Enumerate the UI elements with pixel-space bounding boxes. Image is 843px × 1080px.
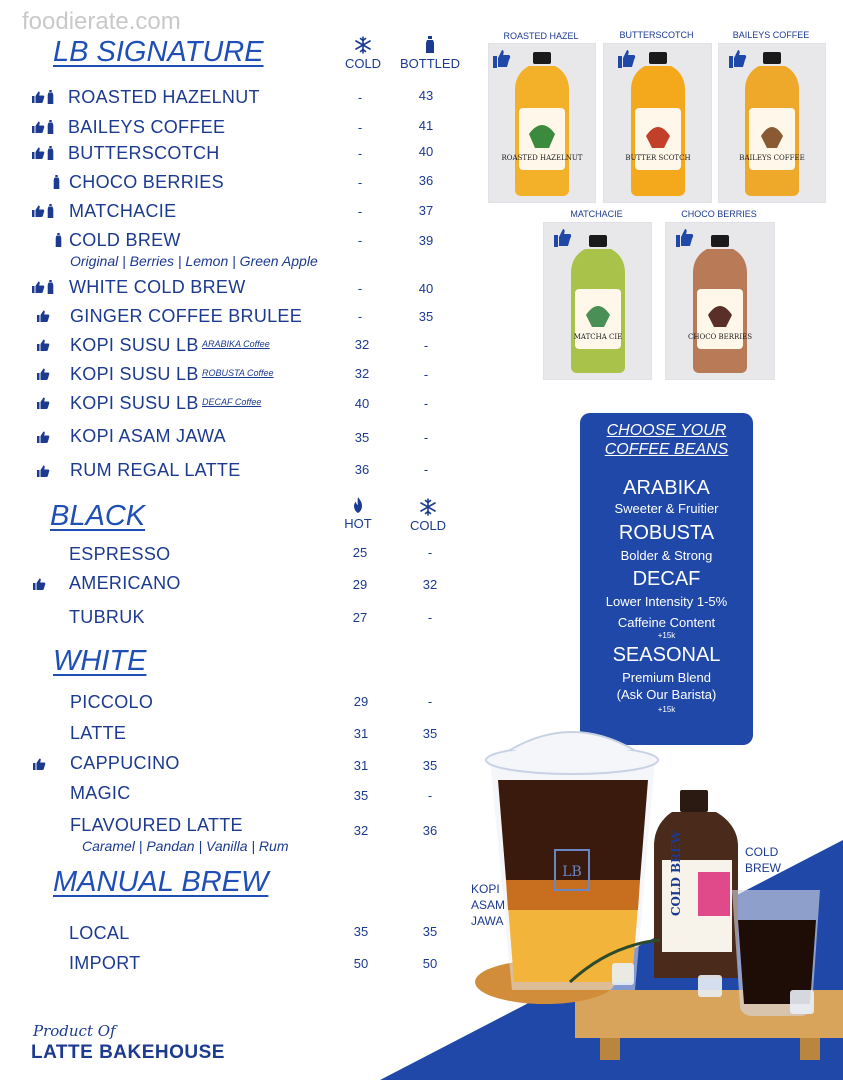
price-bottled: 40 [418, 144, 434, 159]
flame-icon [351, 496, 365, 514]
menu-item-name: BUTTERSCOTCH [68, 143, 220, 163]
menu-item-name: CHOCO BERRIES [69, 172, 224, 192]
menu-item-name: AMERICANO [69, 573, 181, 593]
price-cold: - [427, 545, 433, 560]
cold-brew-variants: Original | Berries | Lemon | Green Apple [70, 253, 318, 269]
price-cold: - [357, 233, 363, 248]
thumbs-up-icon [36, 430, 50, 444]
price-hot: 35 [353, 788, 369, 803]
recommended-icons [36, 338, 50, 352]
col-cold-label-black: COLD [409, 518, 447, 533]
price-hot: 31 [353, 758, 369, 773]
menu-item-name: KOPI SUSU LB [70, 393, 199, 413]
price-cold: 35 [354, 430, 370, 445]
price-cold: 36 [422, 823, 438, 838]
bean-robusta-desc: Bolder & Strong [620, 548, 713, 563]
menu-item-name: ROASTED HAZELNUT [68, 87, 260, 107]
price-cold: - [357, 204, 363, 219]
thumbs-up-icon [36, 309, 50, 323]
bottle-label-text: BUTTER SCOTCH [625, 154, 691, 162]
recommended-icons [31, 280, 54, 294]
recommended-icons [36, 367, 50, 381]
price-bottled: - [423, 367, 429, 382]
bottle-icon [47, 280, 54, 294]
manual-title: MANUAL BREW [53, 866, 269, 898]
bean-robusta: ROBUSTA [618, 522, 715, 544]
thumbs-up-icon [31, 204, 45, 218]
price-bottled: 43 [418, 88, 434, 103]
menu-item-name: BAILEYS COFFEE [68, 117, 226, 137]
bottle-photo-roasted-hazel [488, 43, 596, 203]
recommended-icons [31, 204, 54, 218]
menu-item-name: MATCHACIE [69, 201, 177, 221]
black-title: BLACK [50, 500, 146, 532]
menu-item-name: RUM REGAL LATTE [70, 460, 241, 480]
white-title: WHITE [53, 645, 147, 677]
bean-tag: DECAF Coffee [202, 397, 262, 407]
photo-label: BAILEYS COFFEE [732, 30, 810, 40]
recommended-icons [36, 430, 50, 444]
menu-item-name: LATTE [70, 723, 127, 743]
bottle-icon [53, 175, 60, 189]
recommended-icons [36, 464, 50, 478]
thumbs-up-icon [31, 280, 45, 294]
menu-item-name: TUBRUK [69, 607, 145, 627]
bottle-image [544, 223, 651, 379]
menu-item-name: GINGER COFFEE BRULEE [70, 306, 303, 326]
bottle-photo-choco-berries [665, 222, 775, 380]
price-hot: 27 [352, 610, 368, 625]
price-bottled: - [423, 430, 429, 445]
recommended-icons [32, 757, 46, 771]
cup-brand-text: LB [562, 864, 582, 880]
bottle-icon [47, 90, 54, 104]
bottle-icon [55, 233, 62, 247]
col-hot-header [328, 496, 388, 531]
price-bottled: 39 [418, 233, 434, 248]
price-cold: - [357, 146, 363, 161]
recommended-icons [53, 175, 60, 189]
col-hot-label: HOT [344, 516, 372, 531]
price-hot: 35 [353, 924, 369, 939]
beans-heading-line1: CHOOSE YOUR [606, 422, 727, 439]
col-cold-header [333, 36, 393, 71]
menu-item-name: ESPRESSO [69, 544, 171, 564]
price-bottled: 35 [418, 309, 434, 324]
menu-item-name: KOPI ASAM JAWA [70, 426, 226, 446]
recommended-icons [36, 396, 50, 410]
price-cold: 35 [422, 726, 438, 741]
price-cold: - [357, 120, 363, 135]
watermark: foodierate.com [22, 8, 181, 35]
col-cold-label: COLD [344, 56, 382, 71]
bottle-label-text: BAILEYS COFFEE [739, 154, 805, 162]
bean-arabika-desc: Sweeter & Fruitier [614, 501, 719, 516]
snowflake-icon [419, 498, 437, 516]
price-hot: 32 [353, 823, 369, 838]
beans-heading-line2: COFFEE BEANS [604, 441, 729, 458]
recommended-icons [31, 146, 54, 160]
beans-heading [580, 421, 753, 459]
thumbs-up-icon [36, 367, 50, 381]
bean-seasonal-desc1: Premium Blend [622, 670, 711, 685]
bean-seasonal: SEASONAL [612, 644, 721, 666]
bottle-icon [47, 120, 54, 134]
col-bottled-header [400, 36, 460, 71]
price-hot: 29 [353, 694, 369, 709]
kopi-label-line2: ASAM [471, 898, 506, 912]
thumbs-up-icon [31, 90, 45, 104]
cold-brew-label-line2: BREW [745, 861, 781, 875]
menu-item-name: MAGIC [70, 783, 131, 803]
footer-brand: LATTE BAKEHOUSE [31, 1042, 225, 1063]
price-cold: - [427, 610, 433, 625]
price-bottled: 37 [418, 203, 434, 218]
thumbs-up-icon [36, 464, 50, 478]
thumbs-up-icon [36, 396, 50, 410]
col-cold-header-black [398, 498, 458, 533]
snowflake-icon [354, 36, 372, 54]
menu-item-name: IMPORT [69, 953, 141, 973]
menu-item-name: WHITE COLD BREW [69, 277, 246, 297]
cold-brew-label [745, 844, 781, 876]
cold-brew-label-line1: COLD [745, 845, 779, 859]
thumbs-up-icon [32, 577, 46, 591]
price-hot: 50 [353, 956, 369, 971]
price-bottled: - [423, 396, 429, 411]
price-cold: 32 [354, 366, 370, 381]
menu-item-name: KOPI SUSU LB [70, 364, 199, 384]
bottle-label-text: ROASTED HAZELNUT [501, 154, 583, 162]
bottle-icon [424, 36, 436, 54]
price-cold: 32 [354, 337, 370, 352]
photo-label: CHOCO BERRIES [681, 209, 757, 219]
bottle-image [489, 44, 595, 202]
price-cold: - [427, 694, 433, 709]
price-cold: 32 [422, 577, 438, 592]
kopi-asam-jawa-label [471, 881, 505, 929]
recommended-icons [36, 309, 50, 323]
menu-item-name: KOPI SUSU LB [70, 335, 199, 355]
price-hot: 25 [352, 545, 368, 560]
price-bottled: 40 [418, 281, 434, 296]
photo-label: MATCHACIE [570, 209, 623, 219]
menu-item-name: CAPPUCINO [70, 753, 180, 773]
photo-label: ROASTED HAZEL [503, 31, 579, 41]
menu-item-name: PICCOLO [70, 692, 154, 712]
bottle-image [604, 44, 711, 202]
price-cold: 35 [422, 924, 438, 939]
menu-item-name: LOCAL [69, 923, 130, 943]
price-cold: - [357, 309, 363, 324]
price-bottled: 41 [418, 118, 434, 133]
bean-decaf-desc2: Caffeine Content [617, 615, 716, 630]
kopi-label-line3: JAWA [471, 914, 504, 928]
flavour-variants: Caramel | Pandan | Vanilla | Rum [82, 838, 289, 854]
menu-item-name: COLD BREW [69, 230, 181, 250]
bean-seasonal-desc2: (Ask Our Barista) [616, 687, 717, 702]
price-bottled: 36 [418, 173, 434, 188]
kopi-label-line1: KOPI [471, 882, 500, 896]
recommended-icons [31, 90, 54, 104]
drinks-illustration [380, 720, 843, 1080]
price-cold: 35 [422, 758, 438, 773]
bottle-photo-matchacie [543, 222, 652, 380]
price-cold: 40 [354, 396, 370, 411]
bottle-label-text: CHOCO BERRIES [688, 333, 752, 341]
price-cold: - [357, 281, 363, 296]
bean-tag: ARABIKA Coffee [202, 339, 270, 349]
recommended-icons [55, 233, 62, 247]
coffee-beans-panel [580, 413, 753, 745]
bean-decaf: DECAF [632, 568, 701, 590]
price-hot: 29 [352, 577, 368, 592]
thumbs-up-icon [31, 146, 45, 160]
footer-subtitle: Product Of [33, 1022, 116, 1040]
recommended-icons [31, 120, 54, 134]
price-cold: - [357, 175, 363, 190]
bean-decaf-desc1: Lower Intensity 1-5% [605, 594, 728, 609]
bean-tag: ROBUSTA Coffee [202, 368, 274, 378]
bean-seasonal-extra: +15k [657, 705, 676, 714]
bottle-image [719, 44, 825, 202]
bottle-brand-text: COLD BREW [669, 830, 683, 916]
col-bottled-label: BOTTLED [400, 56, 460, 71]
bottle-icon [47, 146, 54, 160]
price-bottled: - [423, 462, 429, 477]
bean-arabika: ARABIKA [623, 477, 710, 499]
thumbs-up-icon [36, 338, 50, 352]
bottle-photo-baileys [718, 43, 826, 203]
bottle-label-text: MATCHA CIE [573, 333, 623, 341]
photo-label: BUTTERSCOTCH [619, 30, 694, 40]
bean-decaf-extra: +15k [657, 631, 676, 640]
recommended-icons [32, 577, 46, 591]
price-cold: 50 [422, 956, 438, 971]
signature-title: LB SIGNATURE [53, 36, 264, 68]
price-bottled: - [423, 338, 429, 353]
thumbs-up-icon [31, 120, 45, 134]
price-cold: - [427, 788, 433, 803]
bottle-photo-butterscotch [603, 43, 712, 203]
price-hot: 31 [353, 726, 369, 741]
price-cold: - [357, 90, 363, 105]
thumbs-up-icon [32, 757, 46, 771]
price-cold: 36 [354, 462, 370, 477]
bottle-icon [47, 204, 54, 218]
bottle-image [666, 223, 774, 379]
menu-item-name: FLAVOURED LATTE [70, 815, 243, 835]
